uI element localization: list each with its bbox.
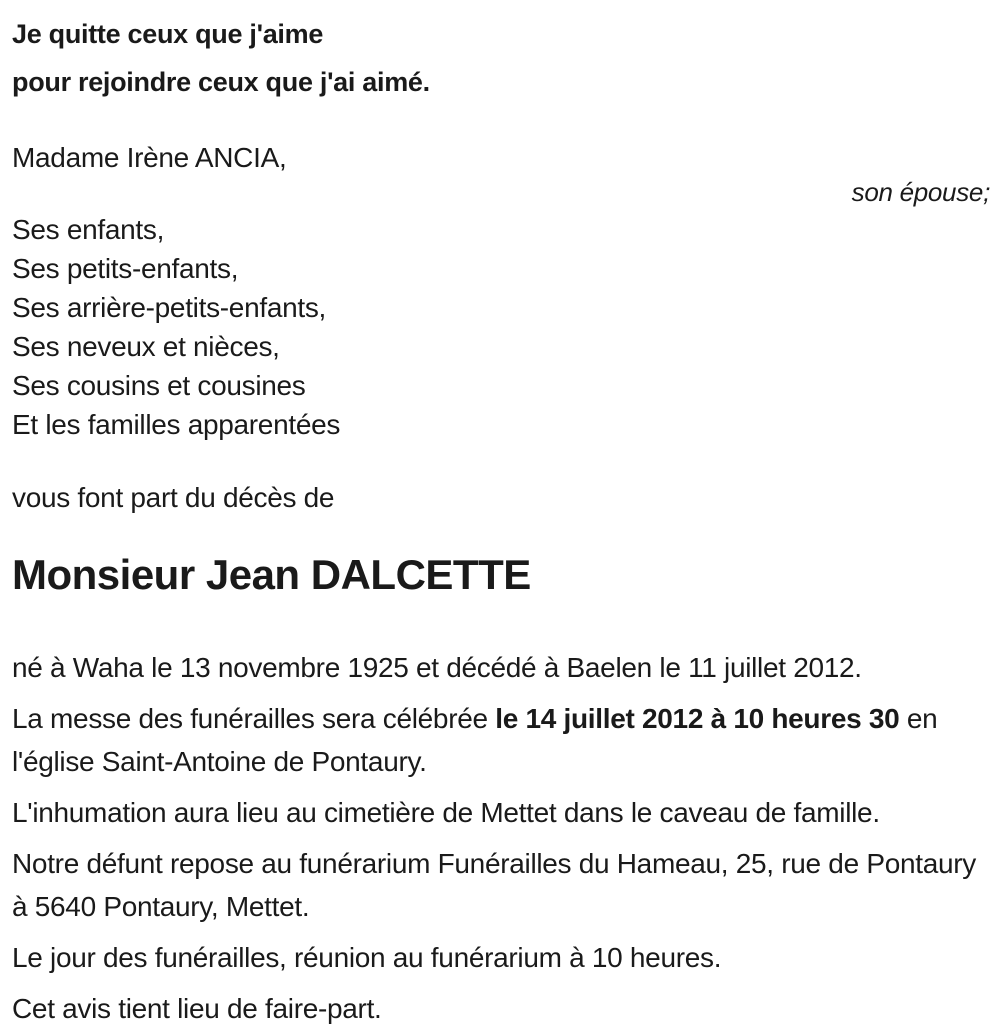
epitaph: [12, 10, 990, 106]
relative-line: Et les familles apparentées: [12, 409, 341, 440]
epitaph-line-1: Je quitte ceux que j'aime: [12, 19, 324, 49]
announcement-line: vous font part du décès de: [12, 482, 335, 513]
mass-prefix: La messe des funérailles sera célébrée: [12, 703, 496, 734]
mass-suffix: en l'église Saint-Antoine de Pontaury.: [12, 703, 938, 777]
meeting-line: Le jour des funérailles, réunion au funérarium à 10 heures.: [12, 942, 722, 973]
mass-datetime: le 14 juillet 2012 à 10 heures 30: [495, 703, 900, 734]
mass-line: [12, 697, 990, 783]
spouse-name: Madame Irène ANCIA,: [12, 142, 287, 173]
spouse-relation: son épouse;: [851, 177, 990, 207]
relative-line: Ses enfants,: [12, 214, 165, 245]
relative-line: Ses arrière-petits-enfants,: [12, 292, 327, 323]
relative-line: Ses petits-enfants,: [12, 253, 239, 284]
repose-line: Notre défunt repose au funérarium Funérailles du Hameau, 25, rue de Pontaury à 5640 Pontaury, Mettet.: [12, 848, 976, 922]
birth-death-line: né à Waha le 13 novembre 1925 et décédé à Baelen le 11 juillet 2012.: [12, 652, 862, 683]
closing-line: Cet avis tient lieu de faire-part.: [12, 993, 382, 1024]
relatives-list: [12, 210, 990, 444]
epitaph-line-2: pour rejoindre ceux que j'ai aimé.: [12, 67, 430, 97]
burial-line: L'inhumation aura lieu au cimetière de Mettet dans le caveau de famille.: [12, 797, 880, 828]
relative-line: Ses neveux et nièces,: [12, 331, 280, 362]
relative-line: Ses cousins et cousines: [12, 370, 306, 401]
deceased-name: Monsieur Jean DALCETTE: [12, 551, 531, 598]
